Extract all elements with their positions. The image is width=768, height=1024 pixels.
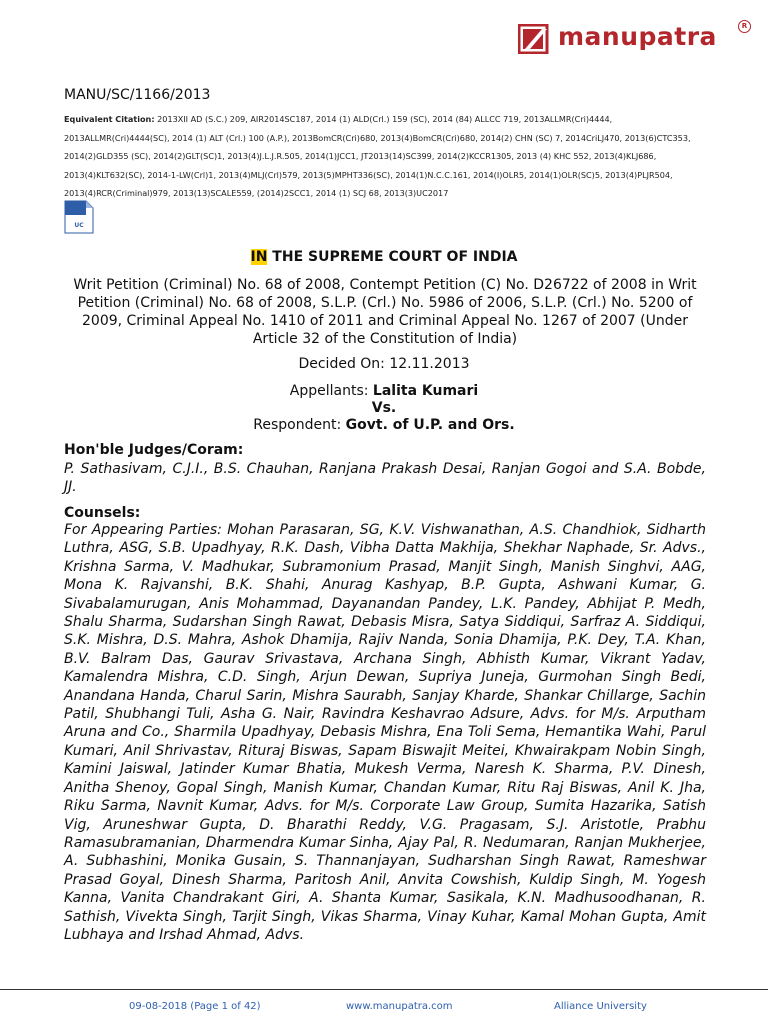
equivalent-citation-label: Equivalent Citation: <box>64 114 155 124</box>
judges-heading: Hon'ble Judges/Coram: <box>64 442 244 458</box>
uc-document-icon[interactable] <box>64 200 94 234</box>
respondent-line <box>0 417 768 434</box>
footer-institution: Alliance University <box>554 1001 647 1012</box>
manupatra-logo-mark-icon <box>518 24 552 54</box>
versus: Vs. <box>371 400 397 416</box>
appellants-label: Appellants: <box>289 383 373 399</box>
equivalent-citation <box>64 110 706 203</box>
case-numbers: Writ Petition (Criminal) No. 68 of 2008, Contempt Petition (C) No. D26722 of 2008 in Writ Petition (Criminal) No. 68 of 2008, S.L.P. (Crl.) No. 5986 of 2006, S.L.P. (Crl.) No. 5200 of 2009, Criminal Appeal No. 1410 of 2011 and Criminal Appeal No. 1267 of 2007 (Under Article 32 of the Constitution of India) <box>73 277 697 347</box>
footer-date-page: 09-08-2018 (Page 1 of 42) <box>129 1001 261 1012</box>
brand-name: manupatra <box>558 22 717 51</box>
respondent-label: Respondent: <box>253 417 346 433</box>
court-heading <box>0 249 768 265</box>
highlighted-word: IN <box>250 249 268 265</box>
judges-names: P. Sathasivam, C.J.I., B.S. Chauhan, Ranjana Prakash Desai, Ranjan Gogoi and S.A. Bobde, JJ. <box>64 461 706 495</box>
decided-on: Decided On: 12.11.2013 <box>298 356 470 372</box>
appellants-name: Lalita Kumari <box>372 383 479 399</box>
counsels-heading: Counsels: <box>64 505 141 521</box>
counsels-text: For Appearing Parties: Mohan Parasaran, SG, K.V. Vishwanathan, A.S. Chandhiok, Sidharth Luthra, ASG, S.B. Upadhyay, R.K. Dash, Vibha Datta Makhija, Shekhar Naphade, Sr. Advs., Krishna Sarma, V. Madhukar, Subramonium Prasad, Manjit Singh, Manish Singhvi, AAG, Mona K. Rajvanshi, B.K. Shahi, Anurag Kashyap, B.P. Gupta, Ashwani Kumar, G. Sivabalamurugan, Anis Mohammad, Dayanandan Pandey, L.K. Pandey, Abhijat P. Medh, Shalu Sharma, Sudarshan Singh Rawat, Debasis Misra, Satya Siddiqui, Sarfraz A. Siddiqui, S.K. Mishra, D.S. Mahra, Ashok Dhamija, Rajiv Nanda, Sonia Dhamija, P.K. Dey, T.A. Khan, B.V. Balram Das, Gaurav Srivastava, Archana Singh, Abhisth Kumar, Vikrant Yadav, Kamalendra Mishra, C.D. Singh, Arjun Dewan, Supriya Juneja, Gurmohan Singh Bedi, Anandana Handa, Charul Sarin, Mishra Saurabh, Sanjay Kharde, Shankar Chillarge, Sachin Patil, Shubhangi Tuli, Asha G. Nair, Ravindra Keshavrao Adsure, Advs. for M/s. Arputham Aruna and Co., Sharmila Upadhyay, Debasis Mishra, Ena Toli Sema, Hemantika Wahi, Parul Kumari, Anil Shrivastav, Rituraj Biswas, Sapam Biswajit Meitei, Khwairakpam Nobin Singh, Kamini Jaiswal, Jatinder Kumar Bhatia, Mukesh Verma, Naresh K. Sharma, P.V. Dinesh, Anitha Shenoy, Gopal Singh, Manish Kumar, Chandan Kumar, Ritu Raj Biswas, Anil K. Jha, Riku Sarma, Navnit Kumar, Advs. for M/s. Corporate Law Group, Sumita Hazarika, Satish Vig, Aruneshwar Gupta, D. Bharathi Reddy, V.G. Pragasam, S.J. Aristotle, Prabhu Ramasubramanian, Dharmendra Kumar Sinha, Ajay Pal, R. Nedumaran, Ranjan Mukherjee, A. Subhashini, Monika Gusain, S. Thannanjayan, Sudharshan Singh Rawat, Rameshwar Prasad Goyal, Dinesh Sharma, Paritosh Anil, Anvita Cowshish, Kuldip Singh, M. Yogesh Kanna, Vanita Chandrakant Giri, A. Shanta Kumar, Sasikala, K.N. Madhusoodhanan, R. Sathish, Vivekta Singh, Tarjit Singh, Vikas Sharma, Vinay Kuhar, Kamal Mohan Gupta, Amit Lubhaya and Irshad Ahmad, Advs. <box>64 522 706 943</box>
uc-icon-label: UC <box>74 222 84 229</box>
respondent-name: Govt. of U.P. and Ors. <box>345 417 515 433</box>
parties <box>0 383 768 434</box>
registered-mark-icon: R <box>738 20 751 33</box>
footer-website-link[interactable]: www.manupatra.com <box>346 1001 453 1012</box>
equivalent-citation-text: 2013XII AD (S.C.) 209, AIR2014SC187, 2014 (1) ALD(Crl.) 159 (SC), 2014 (84) ALLCC 719, 2013ALLMR(Cri)4444, 2013ALLMR(Cri)4444(SC), 2014 (1) ALT (Crl.) 100 (A.P.), 2013BomCR(Cri)680, 2013(4)BomCR(Cri)680, 2014(2) CHN (SC) 7, 2014CriLJ470, 2013(6)CTC353, 2014(2)GLD355 (SC), 2014(2)GLT(SC)1, 2013(4)J.L.J.R.505, 2014(1)JCC1, JT2013(14)SC399, 2014(2)KCCR1305, 2013 (4) KHC 552, 2013(4)KLJ686, 2013(4)KLT632(SC), 2014-1-LW(Crl)1, 2013(4)MLJ(Crl)579, 2013(5)MPHT336(SC), 2014(1)N.C.C.161, 2014(I)OLR5, 2014(1)OLR(SC)5, 2013(4)PLJR504, 2013(4)RCR(Criminal)979, 2013(13)SCALE559, (2014)2SCC1, 2014 (1) SCJ 68, 2013(3)UC2017 <box>64 114 691 199</box>
court-name: THE SUPREME COURT OF INDIA <box>267 249 518 265</box>
citation-id: MANU/SC/1166/2013 <box>64 87 211 103</box>
footer-divider <box>0 989 768 990</box>
manupatra-logo <box>518 22 754 58</box>
appellants-line <box>0 383 768 400</box>
